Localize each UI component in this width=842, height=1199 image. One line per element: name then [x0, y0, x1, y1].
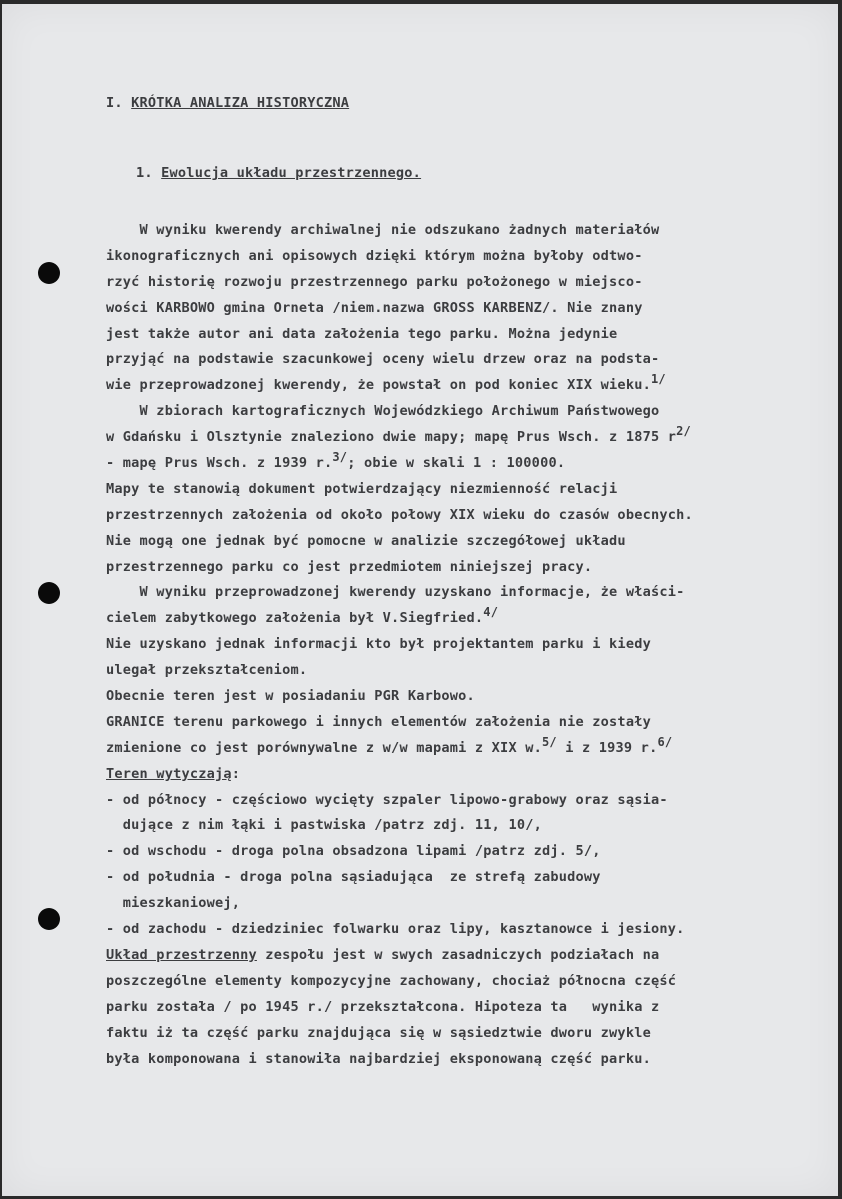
footnote-ref: 2/ — [676, 424, 691, 439]
list-item: - od zachodu - dziedziniec folwarku oraz lipy, kasztanowce i jesiony. — [106, 921, 685, 938]
footnote-ref: 1/ — [650, 372, 666, 387]
text-line: była komponowana i stanowiła najbardziej eksponowaną część parku. — [106, 1050, 651, 1067]
text-line: GRANICE terenu parkowego i innych elementów założenia nie zostały — [106, 713, 651, 730]
text-line: W zbiorach kartograficznych Wojewódzkiego Archiwum Państwowego — [106, 403, 660, 420]
text-line: Układ przestrzenny zespołu jest w swych zasadniczych podziałach na — [106, 946, 660, 963]
text-line: przestrzennych założenia od około połowy XIX wieku do czasów obecnych. — [106, 506, 693, 523]
text-line: zmienione co jest porównywalne z w/w mapami z XIX w.$^{5/}$ i z 1939 r.$^{6/}$ — [106, 734, 673, 756]
footnote-ref: 6/ — [657, 734, 673, 749]
punch-hole — [38, 908, 60, 930]
text-line: przestrzennego parku co jest przedmiotem niniejszej pracy. — [106, 558, 593, 575]
footnote-ref: 3/ — [332, 450, 348, 465]
text-line: Nie mogą one jednak być pomocne w analizie szczegółowej układu — [106, 532, 626, 549]
text-line: wości KARBOWO gmina Orneta /niem.nazwa GROSS KARBENZ/. Nie znany — [106, 299, 643, 316]
text-line: W wyniku przeprowadzonej kwerendy uzyskano informacje, że właści- — [106, 584, 685, 601]
text-line: ulegał przekształceniom. — [106, 662, 308, 679]
text-line: rzyć historię rozwoju przestrzennego parku położonego w miejsco- — [106, 273, 643, 290]
list-item: - od wschodu - droga polna obsadzona lipami /patrz zdj. 5/, — [106, 843, 601, 860]
chapter-title: KRÓTKA ANALIZA HISTORYCZNA — [131, 95, 350, 111]
text-line: przyjąć na podstawie szacunkowej oceny wielu drzew oraz na podsta- — [106, 351, 660, 368]
punch-hole — [38, 262, 60, 284]
text-line: cielem zabytkowego założenia był V.Siegfried.$^{4/}$ — [106, 605, 499, 627]
punch-hole — [38, 582, 60, 604]
text-line: Mapy te stanowią dokument potwierdzający niezmienność relacji — [106, 480, 618, 497]
list-item: - od południa - droga polna sąsiadująca ze strefą zabudowy — [106, 869, 601, 886]
text-line: Obecnie teren jest w posiadaniu PGR Karbowo. — [106, 688, 475, 705]
document-text — [106, 88, 826, 1072]
text-line: Nie uzyskano jednak informacji kto był projektantem parku i kiedy — [106, 636, 651, 653]
text-line: ikonograficznych ani opisowych dzięki którym można byłoby odtwo- — [106, 247, 643, 264]
section-title: Ewolucja układu przestrzennego. — [161, 165, 422, 181]
text-line: faktu iż ta część parku znajdująca się w sąsiedztwie dworu zwykle — [106, 1024, 651, 1041]
document-page — [2, 4, 838, 1196]
text-line: w Gdańsku i Olsztynie znaleziono dwie mapy; mapę Prus Wsch. z 1875 $r^{2/}$ — [106, 424, 691, 446]
footnote-ref: 5/ — [541, 734, 557, 749]
list-item: mieszkaniowej, — [106, 895, 241, 912]
text-line: jest także autor ani data założenia tego parku. Można jedynie — [106, 325, 618, 342]
boundaries-label: Teren wytyczają — [106, 765, 232, 782]
footnote-ref: 4/ — [483, 605, 499, 620]
text-line: W wyniku kwerendy archiwalnej nie odszukano żadnych materiałów — [106, 222, 660, 238]
section-heading: 1. Ewolucja układu przestrzennego. — [136, 165, 422, 181]
text-line: Teren wytyczają: — [106, 765, 241, 782]
list-item: dujące z nim łąki i pastwiska /patrz zdj. 11, 10/, — [106, 817, 542, 834]
text-line: poszczególne elementy kompozycyjne zachowany, chociaż północna część — [106, 972, 677, 989]
text-line: wie przeprowadzonej kwerendy, że powstał on pod koniec XIX wieku.$^{1/}$ — [106, 372, 666, 394]
chapter-heading: I. KRÓTKA ANALIZA HISTORYCZNA — [106, 95, 350, 111]
layout-label: Układ przestrzenny — [106, 946, 257, 963]
list-item: - od północy - częściowo wycięty szpaler lipowo-grabowy oraz sąsia- — [106, 791, 668, 808]
text-line: - mapę Prus Wsch. z 1939 r.$^{3/}$; obie w skali 1 : 100000. — [106, 450, 566, 472]
text-line: parku została / po 1945 r./ przekształcona. Hipoteza ta wynika z — [106, 998, 660, 1015]
